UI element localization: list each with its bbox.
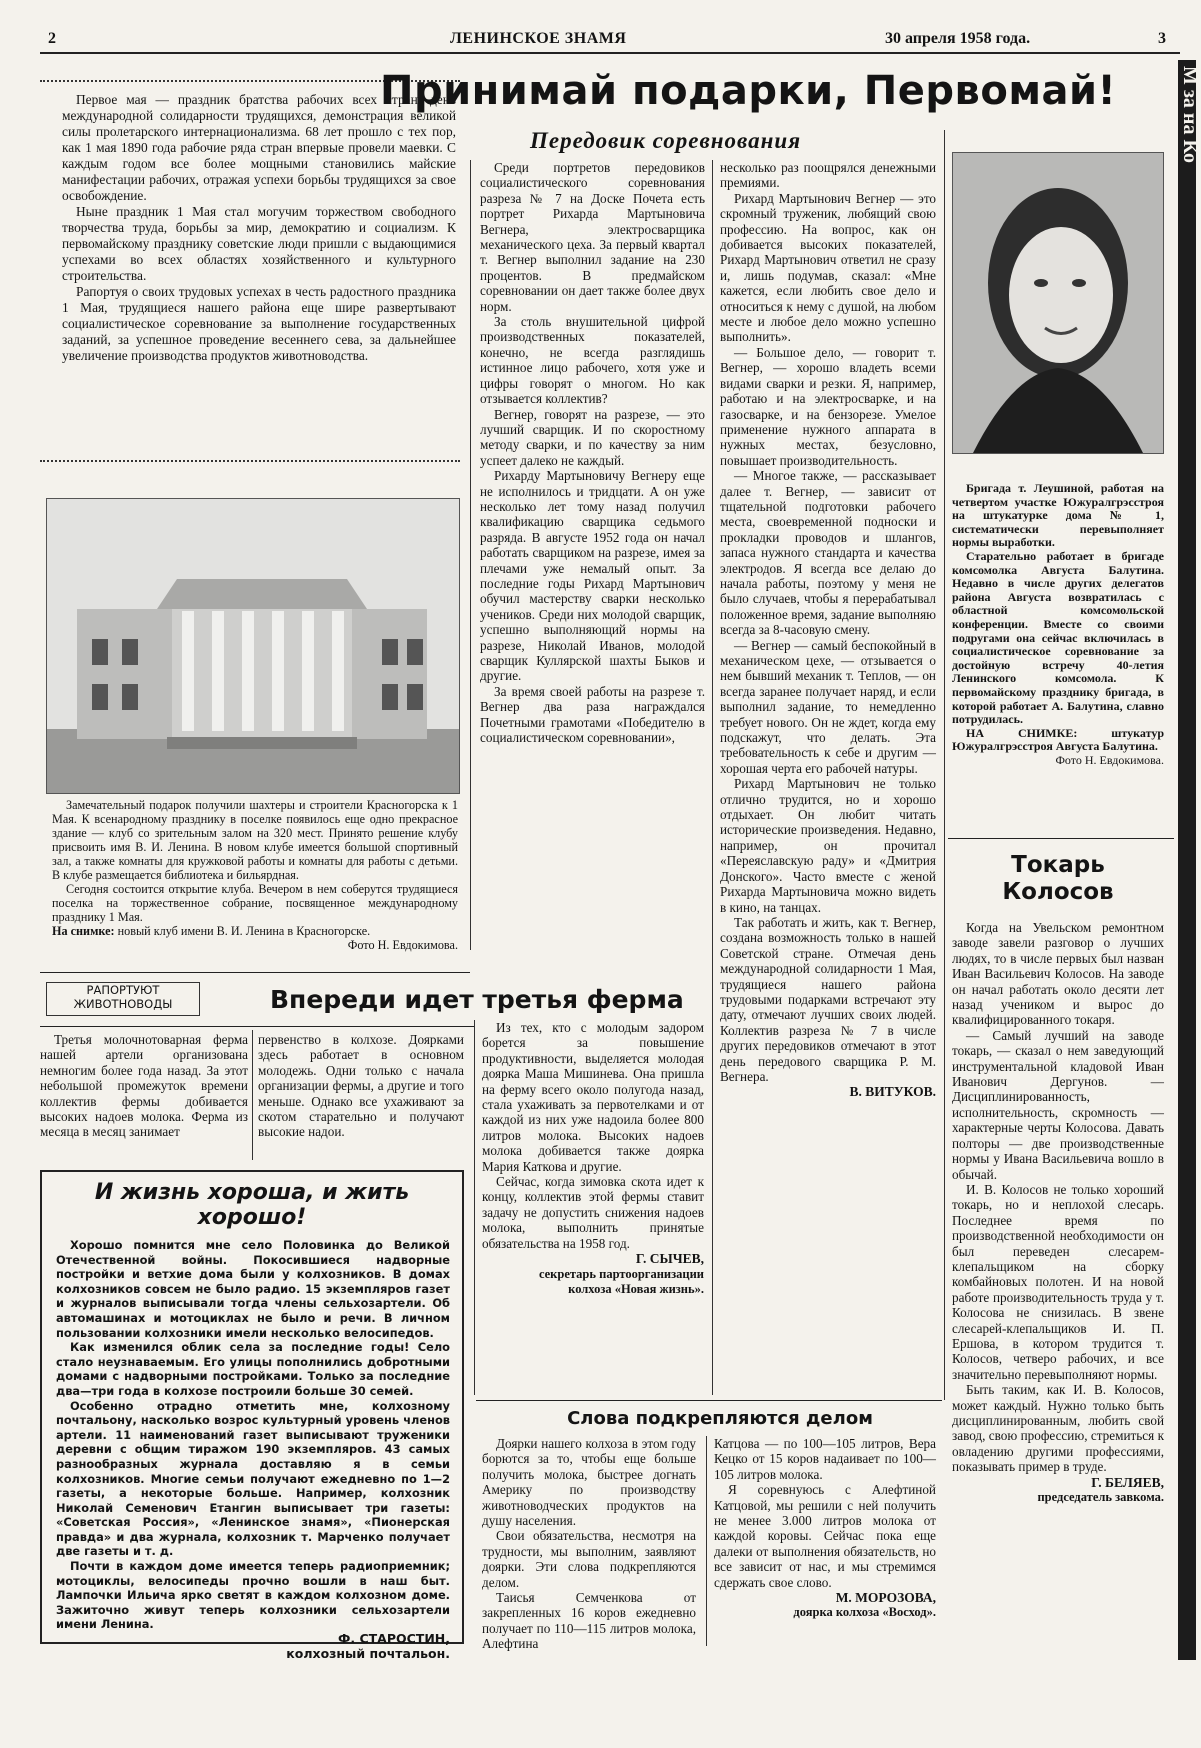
life-paragraph: Особенно отрадно отметить мне, колхозному почтальону, насколько возрос культурный уровень членов артели. 11 наименований газет выписывают труженики деревни с общим тиражом 190 экземпляров. 43 самых разнообразных журнала доставляю я в семьи колхозников. Многие семьи получают ежедневно по 1—2 газеты, а некоторые больше. Например, колхозник Николай Семенович Етангин выписывает три газеты: «Советская Россия», «Ленинское знамя», «Пионерская правда» и два журнала, колхозник т. Марченко получает две газеты и т. д. [56,1398,450,1559]
worker-portrait-image [953,153,1163,453]
photo-note: новый клуб имени В. И. Ленина в Красногорске. [117,924,371,938]
next-page-edge [1178,60,1201,1660]
portrait-photo [952,152,1164,454]
vegner-paragraph: Рихард Мартынович Вегнер — это скромный труженик, любящий свою профессию. На вопрос, как он добивается высоких показателей, Рихард Мартынович ответил не сразу и, лишь подумав, сказал: «Мне кажется, если любить свое дело и относиться к нему с душой, на любом месте и любое дело можно успешно выполнить». [720,190,936,345]
club-photo-credit: Фото Н. Евдокимова. [347,938,458,952]
words-paragraph: Катцова — по 100—105 литров, Вера Кецко от 15 коров надаивает по 100—105 литров молока. [714,1436,936,1482]
vegner-paragraph: несколько раз поощрялся денежными премиями. [720,160,936,191]
farm-column-2 [258,1032,464,1140]
column-rule [712,160,713,1395]
vegner-signature: В. ВИТУКОВ. [849,1084,936,1100]
life-paragraph: Как изменился облик села за последние годы! Село стало неузнаваемым. Его улицы пополнились добротными домами с надворными постройками. Только за последние два—три года в колхозе построили больше 30 семей. [56,1340,450,1398]
vegner-paragraph: За время своей работы на разрезе т. Вегнер два раза награждался Почетными грамотами «Победителю в социалистическом соревновании», [480,683,705,746]
vegner-column-1 [480,160,705,745]
header-rule [40,52,1180,54]
editorial-paragraph: Первое мая — праздник братства рабочих всех стран, день международной солидарности трудящихся, демонстрация великой силы пролетарского интернационализма. 68 лет прошло с тех пор, как 1 мая 1890 года рабочие ряда стран впервые провели маевки. С каждым годом все более мощными становились майские манифестации рабочих, отражая успехи борьбы трудящихся за свое освобождение. [62,92,456,203]
vegner-column-2 [720,160,936,1100]
editorial-paragraph: Рапортуя о своих трудовых успехах в честь радостного праздника 1 Мая, трудящиеся нашего района еще шире развертывают социалистическое соревнование за выполнение государственных заданий, за успешное проведение весеннего сева, за дальнейшее увеличение производства продуктов животноводства. [62,284,456,363]
vegner-paragraph: За столь внушительной цифрой производственных показателей, конечно, не всегда разглядишь истинное лицо рабочего, хотя уже и цифры говорят о многом. Но как отзывается коллектив? [480,314,705,407]
vegner-paragraph: — Большое дело, — говорит т. Вегнер, — хорошо владеть всеми видами сварки и резки. Я, например, работаю и на электросварке, и на газосварке, и на бензорезе. Умелое применение нужного аппарата в нужных местах, безусловно, повышает производительность. [720,344,936,468]
kolosov-title-line: Колосов [1002,879,1114,905]
kolosov-paragraph: И. В. Колосов не только хороший токарь, но и неплохой слесарь. Последнее время по производственной необходимости он был переведен слесарем-клепальщиком на сборку комбайновых полотен. И на новой работе производительность труда у т. Колосова не снизилась. В звене слесарей-клепальщиков И. П. Ершова, в котором трудится т. Колосов, четверо рабочих, и все значительно перевыполняют нормы. [952,1181,1164,1382]
words-column-2 [714,1436,936,1621]
column-rule [706,1436,707,1646]
club-photo [46,498,460,794]
portrait-credit: Фото Н. Евдокимова. [1055,752,1164,767]
kolosov-paragraph: Быть таким, как И. В. Колосов, может каждый. Нужно только быть дисциплинированным, любить свой завод, свою профессию, стремиться к овладению другими профессиями, показывать пример в труде. [952,1382,1164,1475]
farm-signature: Г. СЫЧЕВ, [635,1251,704,1267]
words-signature: М. МОРОЗОВА, [835,1590,936,1606]
column-rule [252,1030,253,1160]
words-paragraph: Таисья Семченкова от закрепленных 16 коров ежедневно получает по 110—115 литров молока, Алефтина [482,1590,696,1652]
column-rule [944,130,945,1400]
portrait-caption-paragraph: Старательно работает в бригаде комсомолка Августа Балутина. Недавно в числе других делегатов района Августа возвратилась с областной комсомольской конференции. Вместе со своими подругами она сейчас включилась в социалистическое соревнование за достойную встречу 40-летия Ленинского комсомола. К первомайскому празднику бригада, в которой работает А. Балутина, славно потрудилась. [952,548,1164,727]
farm-author-role: колхоза «Новая жизнь». [568,1281,704,1296]
life-signature: Ф. СТАРОСТИН, [337,1631,450,1647]
issue-date: 30 апреля 1958 года. [885,30,1031,47]
words-paragraph: Доярки нашего колхоза в этом году борются за то, чтобы еще больше получить молока, быстрее догнать Америку по производству животноводческих продуктов на душу населения. [482,1436,696,1529]
column-rule [470,160,471,950]
club-caption-paragraph: Сегодня состоится открытие клуба. Вечером в нем соберутся трудящиеся поселка на торжественное собрание, посвященное международному празднику 1 Мая. [52,882,458,924]
words-paragraph: Свои обязательства, несмотря на трудности, мы выполним, заявляют доярки. Эти слова подкрепляются делом. [482,1528,696,1590]
vegner-paragraph: Так работать и жить, как т. Вегнер, создана возможность только в нашей Советской стране. Отмечая день международной солидарности 1 Мая, трудящиеся нашего района трудовыми подарками встречают эту дату, отмечают лучших своих людей. Коллектив разреза № 7 в числе других передовиков отмечают в этот день передового сварщика Р. М. Вегнера. [720,914,936,1084]
life-text [56,1238,450,1661]
farm-title: Впереди идет третья ферма [270,985,684,1014]
column-rule [474,1020,475,1395]
vegner-paragraph: Среди портретов передовиков социалистического соревнования разреза № 7 на Доске Почета есть портрет Рихарда Мартыновича Вегнера, электросварщика механического цеха. За первый квартал т. Вегнер выполнил задание на 230 процентов. В предмайском соревновании он дает также более двух норм. [480,160,705,314]
kolosov-title [952,852,1164,906]
vegner-paragraph: — Многое также, — рассказывает далее т. Вегнер, — зависит от тщательной подготовки рабочего места, своевременной подноски и прокладки проводов и шлангов, запаса нужного стандарта и качества электродов. Я всегда все делаю до начала работы, поэтому у меня не было случаев, чтобы я перерабатывал положенное время, задание выполняю всегда за 8-часовую смену. [720,468,936,638]
farm-paragraph: Сейчас, когда зимовка скота идет к концу, коллектив этой фермы ставит задачу не допустить снижения надоев молока, выполнить принятые обязательства на 1958 год. [482,1174,704,1251]
words-author-role: доярка колхоза «Восход». [793,1605,936,1620]
words-title: Слова подкрепляются делом [567,1408,873,1429]
rubric-line: ЖИВОТНОВОДЫ [73,997,173,1011]
kolosov-author-role: председатель завкома. [1037,1490,1164,1505]
page-number: 2 [48,30,56,47]
words-column-1 [482,1436,696,1652]
vegner-paragraph: Рихард Мартынович не только отлично трудится, но и хорошо отдыхает. Он любит читать исторические произведения. Недавно, например, он прочитал «Переяславскую раду» и «Дмитрия Донского». Часто вместе с женой Рихарда Мартыновича можно видеть в кино, на танцах. [720,776,936,915]
club-caption [52,798,458,952]
main-headline: Принимай подарки, Первомай! [380,68,1117,114]
life-article-box [40,1170,464,1661]
newspaper-name: ЛЕНИНСКОЕ ЗНАМЯ [450,30,627,47]
divider [40,1026,475,1027]
kolosov-paragraph: Когда на Увельском ремонтном заводе завели разговор о лучших людях, то в числе первых был назван Иван Васильевич Колосов. На заводе он начал работать около десяти лет назад учеником и вырос до квалифицированного токаря. [952,920,1164,1028]
editorial-text [62,92,456,364]
rubric-line: РАПОРТУЮТ [86,983,160,997]
kolosov-paragraph: — Самый лучший на заводе токарь, — сказал о нем заведующий инструментальной кладовой Иван Иванович Дергунов. — Дисциплинированность, исполнительность, скромность — характерные черты Колосова. Давать полторы — две производственные нормы у Ивана Васильевича вошло в обычай. [952,1027,1164,1182]
next-page-fragment: М за на Ко [1179,66,1201,163]
divider [40,972,470,973]
portrait-note-label: НА СНИМКЕ: [966,725,1078,740]
divider [476,1400,942,1401]
photo-note-label: На снимке: [52,924,115,938]
words-paragraph: Я соревнуюсь с Алефтиной Катцовой, мы решили с ней получить не менее 3.000 литров молока от каждой коровы. Сейчас пока еще далеки от выполнения обязательств, но все зависит от нас, и мы стремимся сдержать свое слово. [714,1482,936,1590]
rubric-box [46,982,200,1016]
portrait-note: штукатур Южуралгрэсстроя Августа Балутина. [952,725,1164,754]
vegner-paragraph: Рихарду Мартыновичу Вегнеру еще не исполнилось и тридцати. А он уже несколько лет тому назад получил квалификацию сварщика седьмого разряда. В августе 1952 года он начал работать сварщиком на разрезе, имея за плечами уже немалый опыт. За последние годы Рихард Мартынович обучил мастерству сварки несколько учеников. Среди них молодой сварщик, успешно выполняющий нормы на разрезе, Николай Иванов, молодой сварщик Куллярской шахты Быков и другие. [480,468,705,684]
kolosov-title-line: Токарь [1011,852,1105,878]
vegner-article-title: Передовик соревнования [530,128,802,153]
farm-author-role: секретарь партоорганизации [538,1266,704,1281]
vegner-paragraph: Вегнер, говорят на разрезе, — это лучший сварщик. И по скоростному методу сварки, и по качеству за ним успеет далеко не каждый. [480,406,705,468]
editorial-box [40,80,460,462]
page-header [40,30,1180,50]
farm-paragraph: Третья молочнотоварная ферма нашей артели организована немногим более года назад. За этот небольшой промежуток времени коллектив фермы добивается высоких надоев молока. Ферма из месяца в месяц занимает [40,1032,248,1140]
kolosov-article [952,920,1164,1505]
vegner-paragraph: — Вегнер — самый беспокойный в механическом цехе, — отзывается о нем бывший механик т. Теплов, — он всегда заранее получает наряд, и если выполнил задание, то немедленно требует нового. Он не ждет, когда ему подскажут, что делать. Эта требовательность к себе и другим — хорошая черта его рабочей натуры. [720,637,936,776]
life-paragraph: Почти в каждом доме имеется теперь радиоприемник; мотоциклы, велосипеды прочно вошли в наш быт. Лампочки Ильича ярко светят в каждом колхозном доме. Зажиточно живут теперь колхозники сельхозартели имени Ленина. [56,1559,450,1632]
club-caption-paragraph: Замечательный подарок получили шахтеры и строители Красногорска к 1 Мая. К всенародному празднику в поселке появилось еще одно прекрасное здание — клуб со зрительным залом на 320 мест. Принято решение клубу присвоить имя В. И. Ленина. В новом клубе имеется большой спортивный зал, а также комнаты для кружковой работы и комнаты для работы с детьми. В клубе размещается библиотека и бильярдная. [52,798,458,882]
farm-column-1 [40,1032,248,1140]
club-building-image [47,499,459,793]
next-page-number: 3 [1158,30,1166,47]
divider [948,838,1174,839]
farm-paragraph: Из тех, кто с молодым задором борется за повышение продуктивности, выделяется молодая доярка Маша Мишинева. Она пришла на ферму всего около полугода назад, стала ухаживать за первотелками и от каждой из них уже надоила более 800 литров молока. Высоких надоев молока добивается также доярка Мария Каткова и другие. [482,1020,704,1174]
life-title: И жизнь хороша, и жить хорошо! [94,1180,410,1230]
editorial-paragraph: Ныне праздник 1 Мая стал могучим торжеством свободного творчества труда, борьбы за мир, демократию и социализм. К первомайскому празднику советские люди пришли с выдающимися успехами во всех областях хозяйственного и культурного строительства. [62,204,456,283]
life-author-role: колхозный почтальон. [286,1645,450,1661]
portrait-caption [952,482,1164,767]
farm-paragraph: первенство в колхозе. Доярками здесь работает в основном молодежь. Одни только с начала организации фермы, а другие и того меньше. Однако все ухаживают за скотом старательно и получают высокие надои. [258,1032,464,1140]
portrait-caption-paragraph: Бригада т. Леушиной, работая на четвертом участке Южуралгрэсстроя на штукатурке дома № 1, систематически перевыполняет нормы выработки. [952,481,1164,550]
kolosov-signature: Г. БЕЛЯЕВ, [1091,1474,1164,1490]
life-paragraph: Хорошо помнится мне село Половинка до Великой Отечественной войны. Покосившиеся надворные постройки и ветхие дома были у колхозников. В домах колхозников совсем не было радио. 15 экземпляров газет и журналов выписывали тогда члены сельхозартели. Об автомашинах и мотоциклах не было и речи. В личном пользовании колхозники имели несколько велосипедов. [56,1238,450,1340]
farm-column-3 [482,1020,704,1297]
